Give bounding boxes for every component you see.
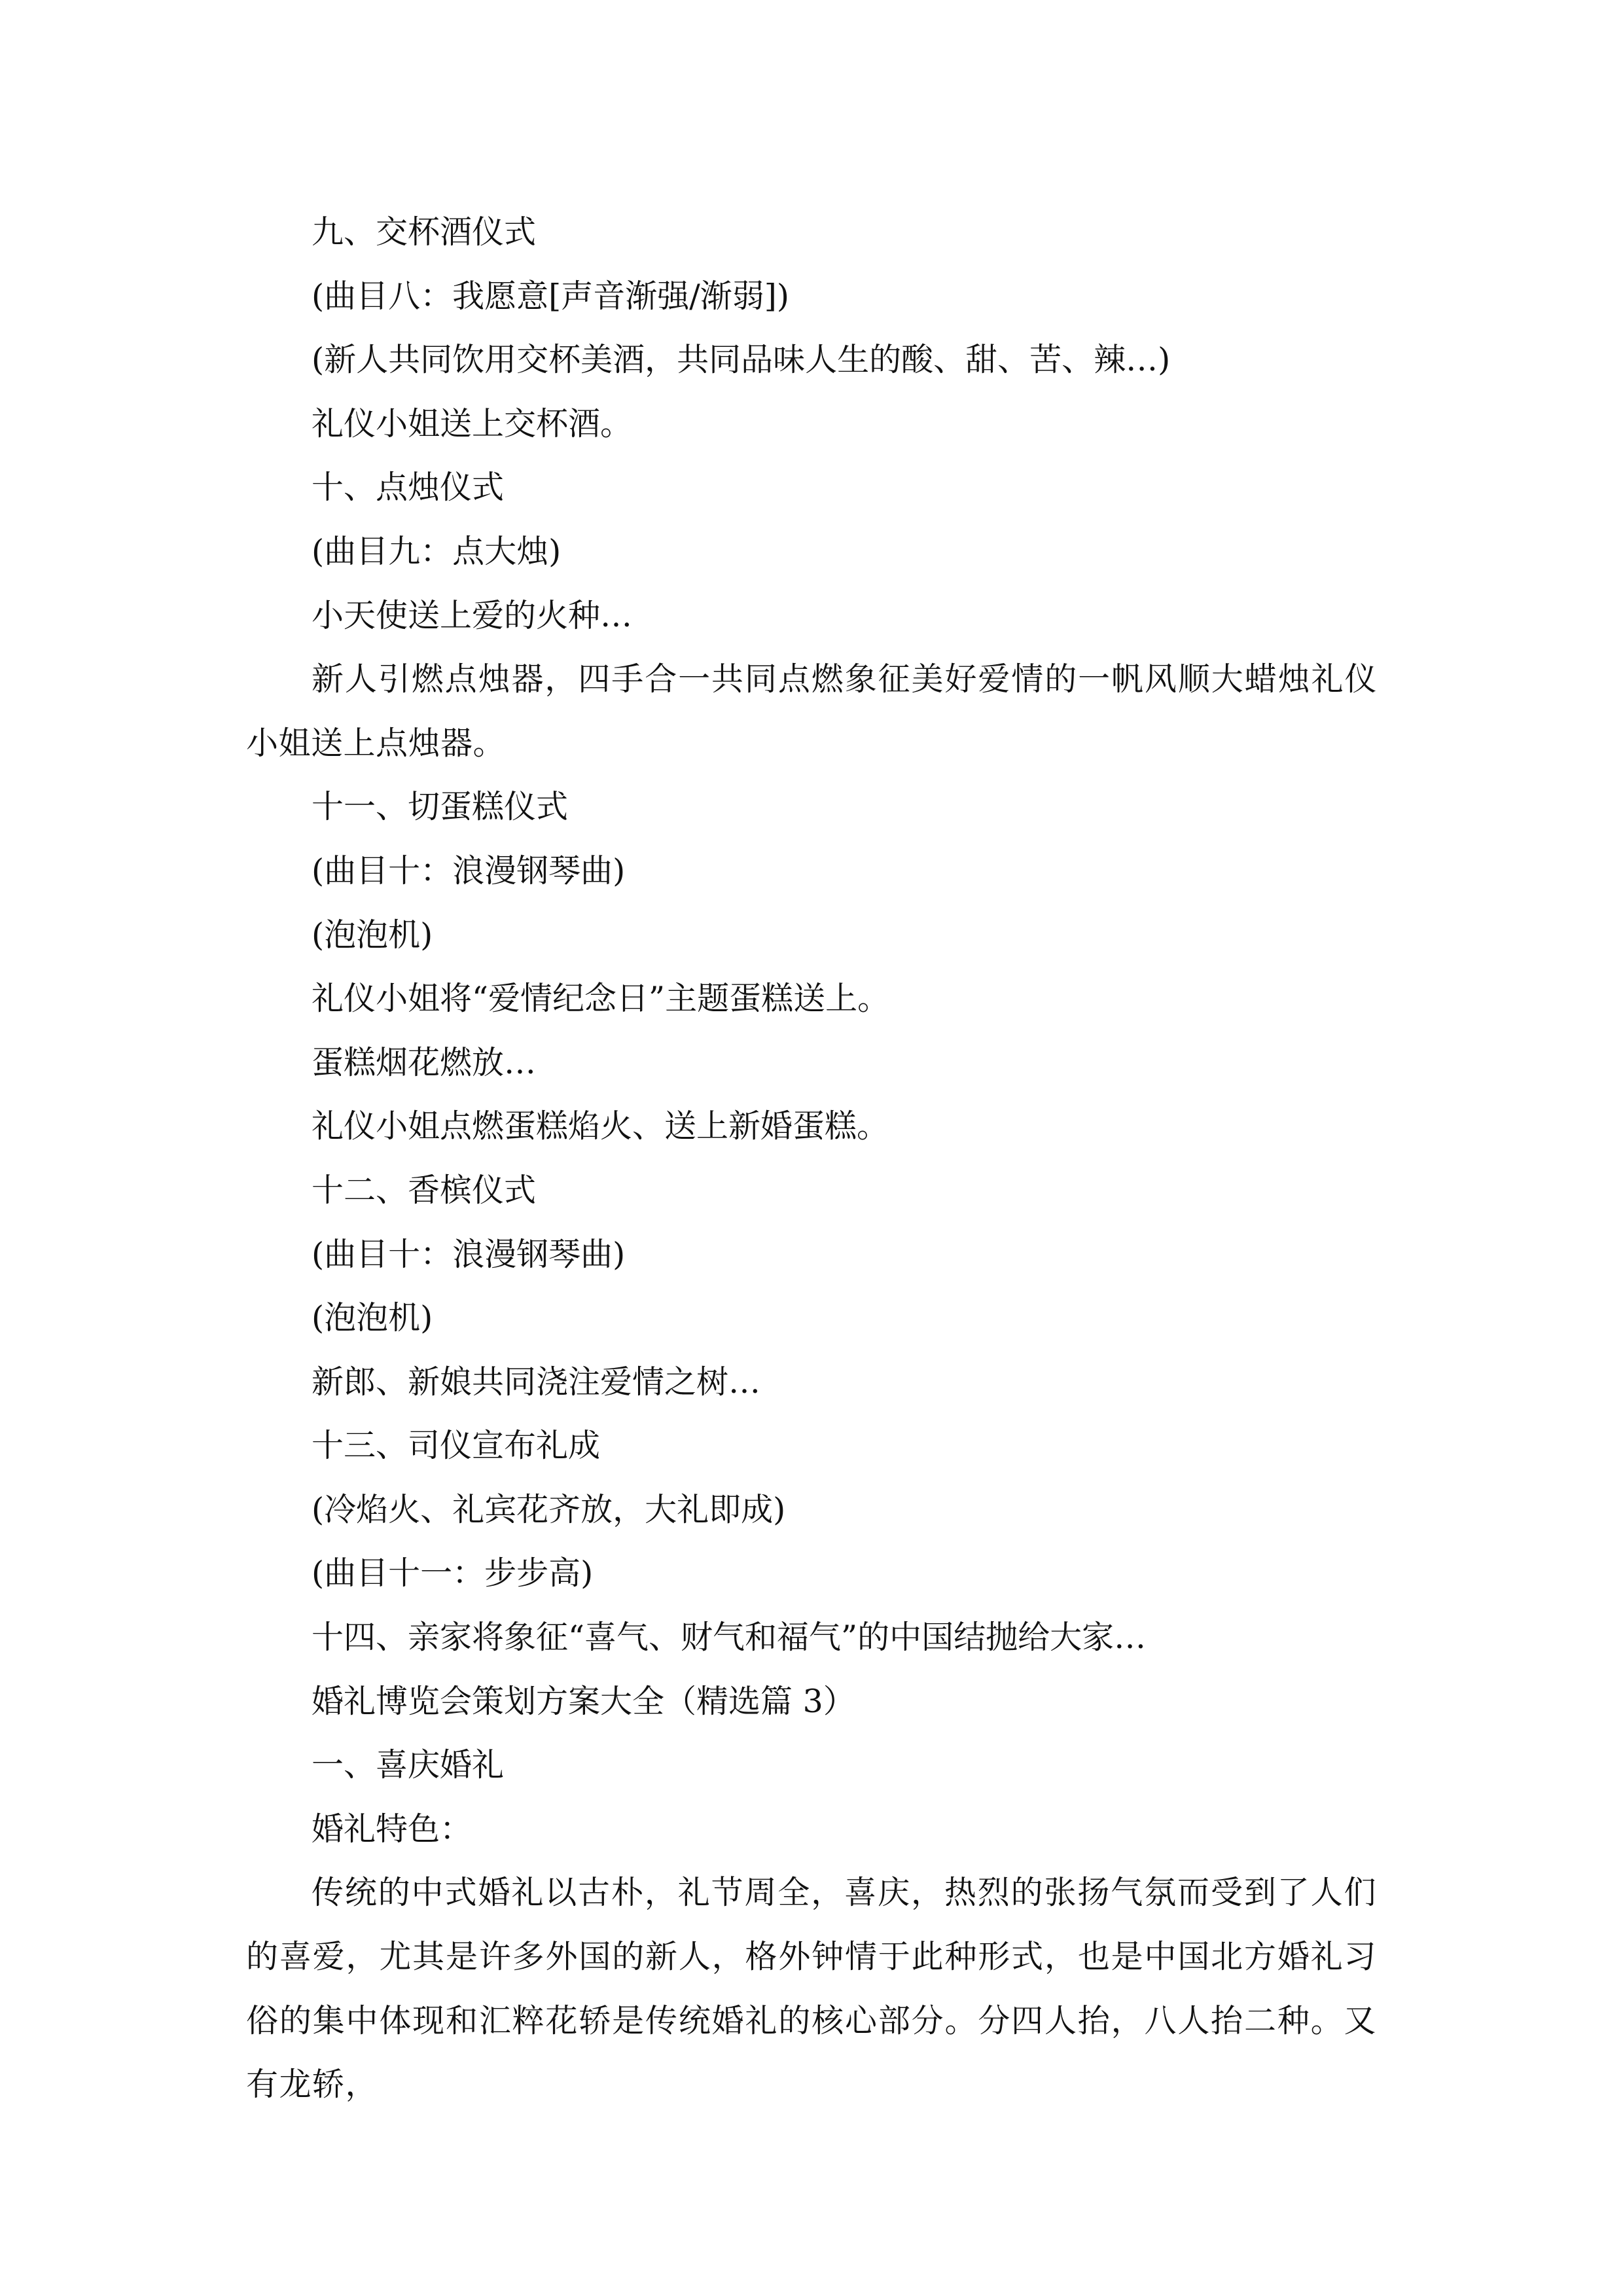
heading-festive-wedding: 一、喜庆婚礼	[312, 1746, 505, 1784]
heading-ceremony-end: 十三、司仪宣布礼成	[312, 1427, 601, 1465]
music-note-8: (曲目八：我愿意[声音渐强/渐弱])	[312, 277, 789, 315]
heading-dianzhu: 十、点烛仪式	[312, 469, 505, 507]
text-line: 礼仪小姐点燃蛋糕焰火、送上新婚蛋糕。	[312, 1107, 889, 1145]
text-line: (泡泡机)	[312, 1299, 433, 1337]
text-line: 新郎、新娘共同浇注爱情之树…	[312, 1363, 761, 1401]
text-line: 小天使送上爱的火种…	[312, 596, 633, 634]
text-line: (泡泡机)	[312, 916, 433, 954]
music-note-10b: (曲目十：浪漫钢琴曲)	[312, 1235, 626, 1273]
music-note-9: (曲目九：点大烛)	[312, 532, 562, 570]
paragraph-tradition: 传统的中式婚礼以古朴，礼节周全，喜庆，热烈的张扬气氛而受到了人们的喜爱，尤其是许多外国的新人，格外钟情于此种形式，也是中国北方婚礼习俗的集中体现和汇粹花轿是传统婚礼的核心部分。分四人抬，八人抬二种。又有龙轿，	[246, 1874, 1377, 2104]
paragraph-candle: 新人引燃点烛器，四手合一共同点燃象征美好爱情的一帆风顺大蜡烛礼仪小姐送上点烛器。	[246, 660, 1377, 762]
text-line: 蛋糕烟花燃放…	[312, 1043, 537, 1081]
text-line: (冷焰火、礼宾花齐放，大礼即成)	[312, 1490, 786, 1528]
music-note-11: (曲目十一：步步高)	[312, 1554, 594, 1592]
heading-chinese-knot: 十四、亲家将象征“喜气、财气和福气”的中国结抛给大家…	[312, 1619, 1147, 1657]
section-title: 婚礼博览会策划方案大全（精选篇 3）	[312, 1682, 855, 1720]
music-note-10: (曲目十：浪漫钢琴曲)	[312, 852, 626, 889]
document-body	[246, 200, 1377, 2117]
subheading-features: 婚礼特色：	[312, 1810, 473, 1848]
heading-jiaobeijiu: 九、交杯酒仪式	[312, 213, 537, 251]
text-line: (新人共同饮用交杯美酒，共同品味人生的酸、甜、苦、辣…)	[312, 341, 1171, 379]
heading-cake: 十一、切蛋糕仪式	[312, 788, 569, 826]
text-line: 礼仪小姐将“爱情纪念日”主题蛋糕送上。	[312, 980, 890, 1018]
heading-champagne: 十二、香槟仪式	[312, 1171, 537, 1209]
text-line: 礼仪小姐送上交杯酒。	[312, 404, 633, 442]
